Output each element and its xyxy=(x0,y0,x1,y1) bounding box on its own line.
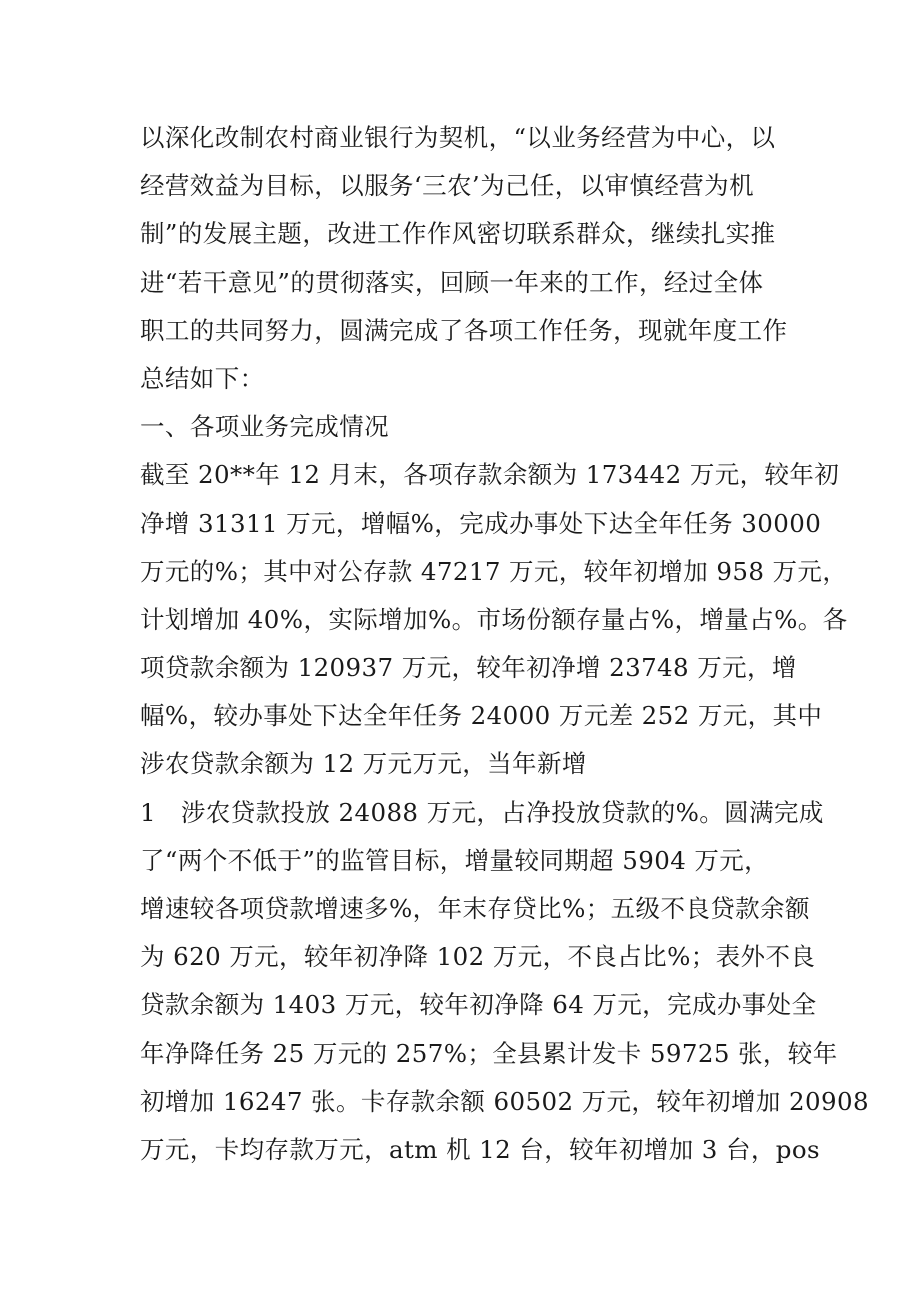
text-line: 了“两个不低于”的监管目标，增量较同期超 5904 万元， xyxy=(140,845,770,875)
text-line: 万元的%；其中对公存款 47217 万元，较年初增加 958 万元， xyxy=(140,556,848,586)
text-line: 以深化改制农村商业银行为契机，“以业务经营为中心，以 xyxy=(140,123,776,152)
text-line: 1 涉农贷款投放 24088 万元，占净投放贷款的%。圆满完成 xyxy=(140,797,824,827)
text-line: 总结如下： xyxy=(140,363,265,393)
text-line: 进“若干意见”的贯彻落实，回顾一年来的工作，经过全体 xyxy=(140,267,764,297)
text-line: 涉农贷款余额为 12 万元万元，当年新增 xyxy=(140,749,587,779)
text-line: 万元，卡均存款万元，atm 机 12 台，较年初增加 3 台，pos xyxy=(140,1134,820,1164)
text-line: 贷款余额为 1403 万元，较年初净降 64 万元，完成办事处全 xyxy=(140,990,817,1020)
document-body xyxy=(140,114,869,1174)
text-line: 计划增加 40%，实际增加%。市场份额存量占%，增量占%。各 xyxy=(140,604,848,634)
text-line: 项贷款余额为 120937 万元，较年初净增 23748 万元，增 xyxy=(140,653,797,683)
text-line: 增速较各项贷款增速多%，年末存贷比%；五级不良贷款余额 xyxy=(140,894,810,923)
section-heading: 一、各项业务完成情况 xyxy=(140,412,389,442)
text-line: 经营效益为目标，以服务‘三农’为己任，以审慎经营为机 xyxy=(140,171,754,201)
text-line: 年净降任务 25 万元的 257%；全县累计发卡 59725 张，较年 xyxy=(140,1038,838,1068)
text-line: 截至 20**年 12 月末，各项存款余额为 173442 万元，较年初 xyxy=(140,460,840,490)
text-line: 初增加 16247 张。卡存款余额 60502 万元，较年初增加 20908 xyxy=(140,1086,869,1116)
text-line: 净增 31311 万元，增幅%，完成办事处下达全年任务 30000 xyxy=(140,508,822,538)
text-line: 幅%，较办事处下达全年任务 24000 万元差 252 万元，其中 xyxy=(140,701,823,731)
text-line: 制”的发展主题，改进工作作风密切联系群众，继续扎实推 xyxy=(140,219,776,249)
text-line: 为 620 万元，较年初净降 102 万元，不良占比%；表外不良 xyxy=(140,942,816,972)
text-line: 职工的共同努力，圆满完成了各项工作任务，现就年度工作 xyxy=(140,315,788,345)
